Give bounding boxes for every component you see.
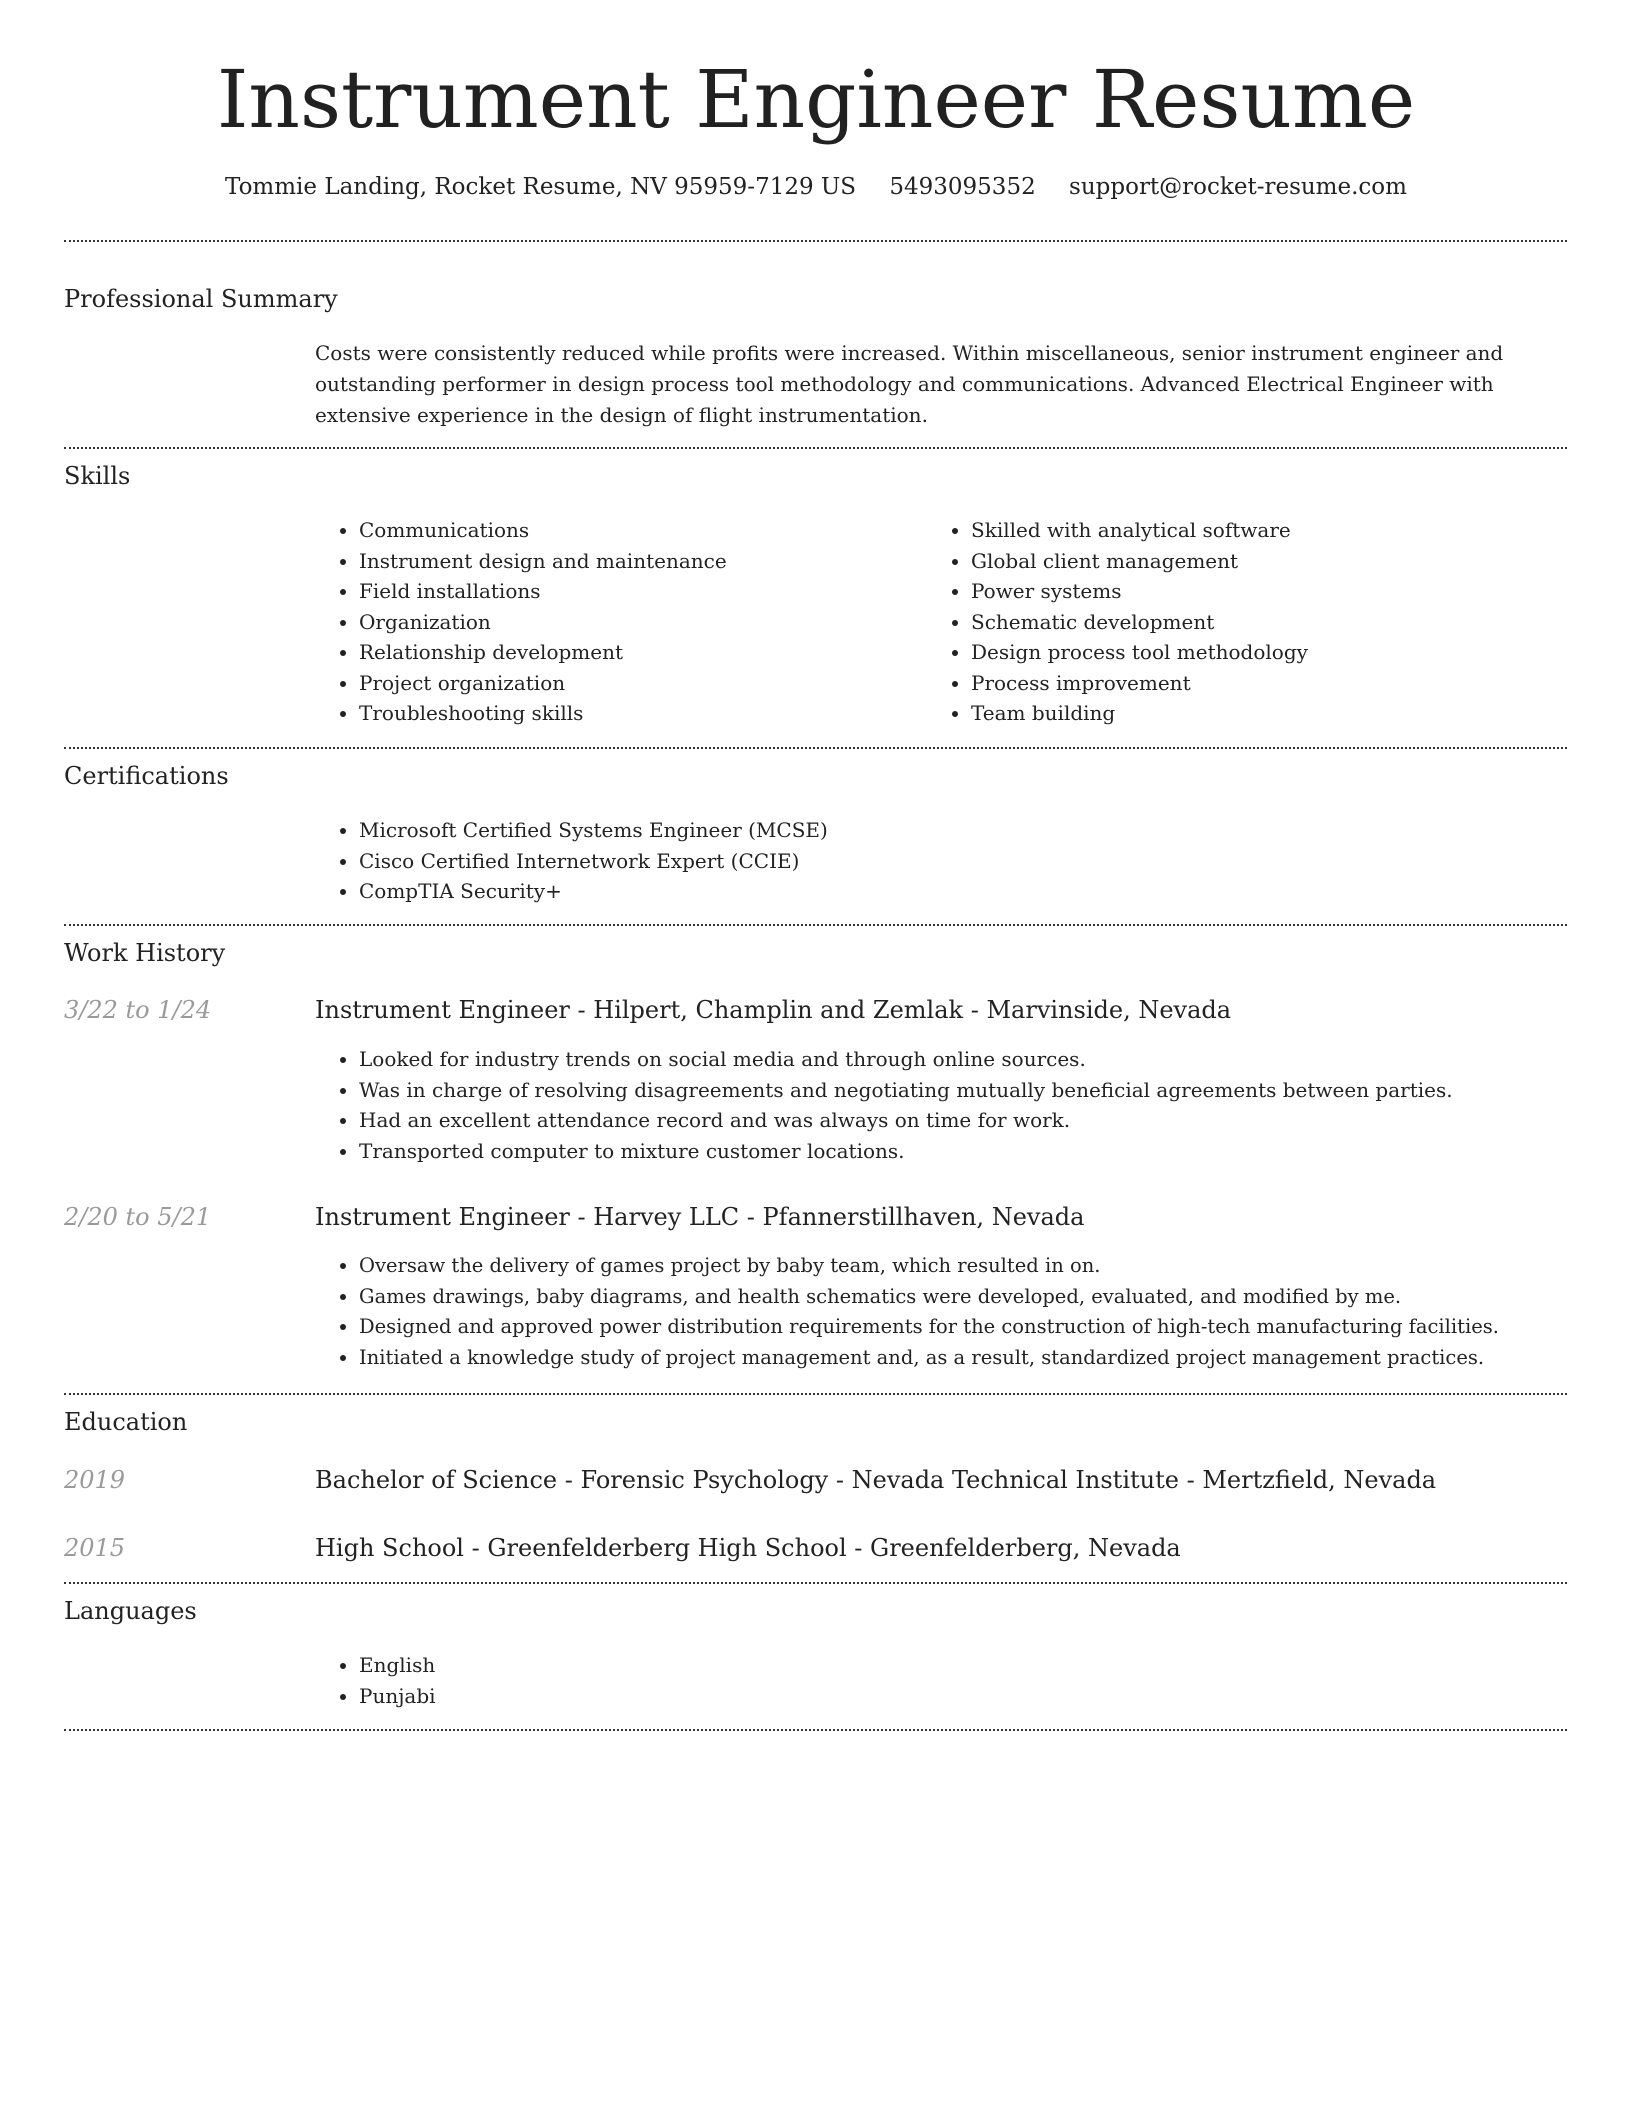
list-item: • Relationship development [359,637,919,668]
list-item: • Skilled with analytical software [971,515,1571,546]
list-item: • Had an excellent attendance record and was always on time for work. [359,1105,1609,1136]
contact-phone: 5493095352 [889,174,1036,200]
skills-list-left [315,515,919,729]
list-item: • Games drawings, baby diagrams, and health schematics were developed, evaluated, and modified by me. [359,1282,1632,1313]
job-title-line: Instrument Engineer - Harvey LLC - Pfannerstillhaven, Nevada [315,1203,1085,1231]
job-role: Instrument Engineer [315,996,570,1024]
list-item: • CompTIA Security+ [359,876,1559,907]
list-item: • Transported computer to mixture customer locations. [359,1136,1609,1167]
education-degree: High School [315,1534,464,1562]
list-item: • Project organization [359,668,919,699]
summary-heading: Professional Summary [64,285,338,313]
job-location: Marvinside, Nevada [986,996,1232,1024]
education-line: High School - Greenfelderberg High School - Greenfelderberg, Nevada [315,1534,1181,1562]
languages-list [315,1650,959,1711]
section-divider [64,1393,1567,1395]
education-school: Nevada Technical Institute [851,1466,1179,1494]
list-item: • Punjabi [359,1681,959,1712]
job-company: Harvey LLC [593,1203,740,1231]
job-bullets [315,1044,1609,1166]
work-history-heading: Work History [64,939,226,967]
skills-list-right [927,515,1571,729]
education-heading: Education [64,1408,188,1436]
education-location: Greenfelderberg, Nevada [870,1534,1181,1562]
section-divider [64,240,1567,242]
list-item: • Was in charge of resolving disagreements and negotiating mutually beneficial agreements between parties. [359,1075,1609,1106]
education-location: Mertzfield, Nevada [1202,1466,1437,1494]
list-item: • Instrument design and maintenance [359,546,919,577]
list-item: • Organization [359,607,919,638]
education-degree: Bachelor of Science [315,1466,558,1494]
job-location: Pfannerstillhaven, Nevada [762,1203,1085,1231]
list-item: • Initiated a knowledge study of project management and, as a result, standardized project management practices. [359,1343,1632,1374]
certifications-list [315,815,1559,907]
education-school: Greenfelderberg High School [487,1534,847,1562]
job-title-line: Instrument Engineer - Hilpert, Champlin and Zemlak - Marvinside, Nevada [315,996,1232,1024]
list-item: • English [359,1650,959,1681]
education-field: Forensic Psychology [580,1466,829,1494]
page-title: Instrument Engineer Resume [216,53,1416,146]
list-item: • Oversaw the delivery of games project by baby team, which resulted in on. [359,1251,1632,1282]
section-divider [64,924,1567,926]
list-item: • Troubleshooting skills [359,698,919,729]
job-role: Instrument Engineer [315,1203,570,1231]
list-item: • Looked for industry trends on social media and through online sources. [359,1044,1609,1075]
list-item: • Global client management [971,546,1571,577]
job-company: Hilpert, Champlin and Zemlak [593,996,964,1024]
languages-heading: Languages [64,1597,197,1625]
contact-email: support@rocket-resume.com [1069,174,1407,200]
list-item: • Power systems [971,576,1571,607]
contact-line [0,170,1632,204]
section-divider [64,1729,1567,1731]
list-item: • Communications [359,515,919,546]
list-item: • Team building [971,698,1571,729]
skills-heading: Skills [64,462,131,490]
education-line: Bachelor of Science - Forensic Psychology - Nevada Technical Institute - Mertzfield, Nevada [315,1466,1437,1494]
list-item: • Process improvement [971,668,1571,699]
list-item: • Designed and approved power distribution requirements for the construction of high-tech manufacturing facilities. [359,1312,1632,1343]
job-dates: 3/22 to 1/24 [64,996,212,1024]
list-item: • Microsoft Certified Systems Engineer (MCSE) [359,815,1559,846]
certifications-heading: Certifications [64,762,229,790]
job-dates: 2/20 to 5/21 [64,1203,212,1231]
education-year: 2019 [64,1466,126,1494]
summary-text: Costs were consistently reduced while profits were increased. Within miscellaneous, senior instrument engineer and outstanding performer in design process tool methodology and communications. Advanced Electrical Engineer with extensive experience in the design of flight instrumentation. [315,341,1504,427]
section-divider [64,747,1567,749]
list-item: • Design process tool methodology [971,637,1571,668]
education-year: 2015 [64,1534,126,1562]
list-item: • Cisco Certified Internetwork Expert (CCIE) [359,846,1559,877]
contact-address: Tommie Landing, Rocket Resume, NV 95959-7129 US [225,174,857,200]
list-item: • Field installations [359,576,919,607]
job-bullets [315,1251,1632,1373]
section-divider [64,447,1567,449]
section-divider [64,1582,1567,1584]
list-item: • Schematic development [971,607,1571,638]
